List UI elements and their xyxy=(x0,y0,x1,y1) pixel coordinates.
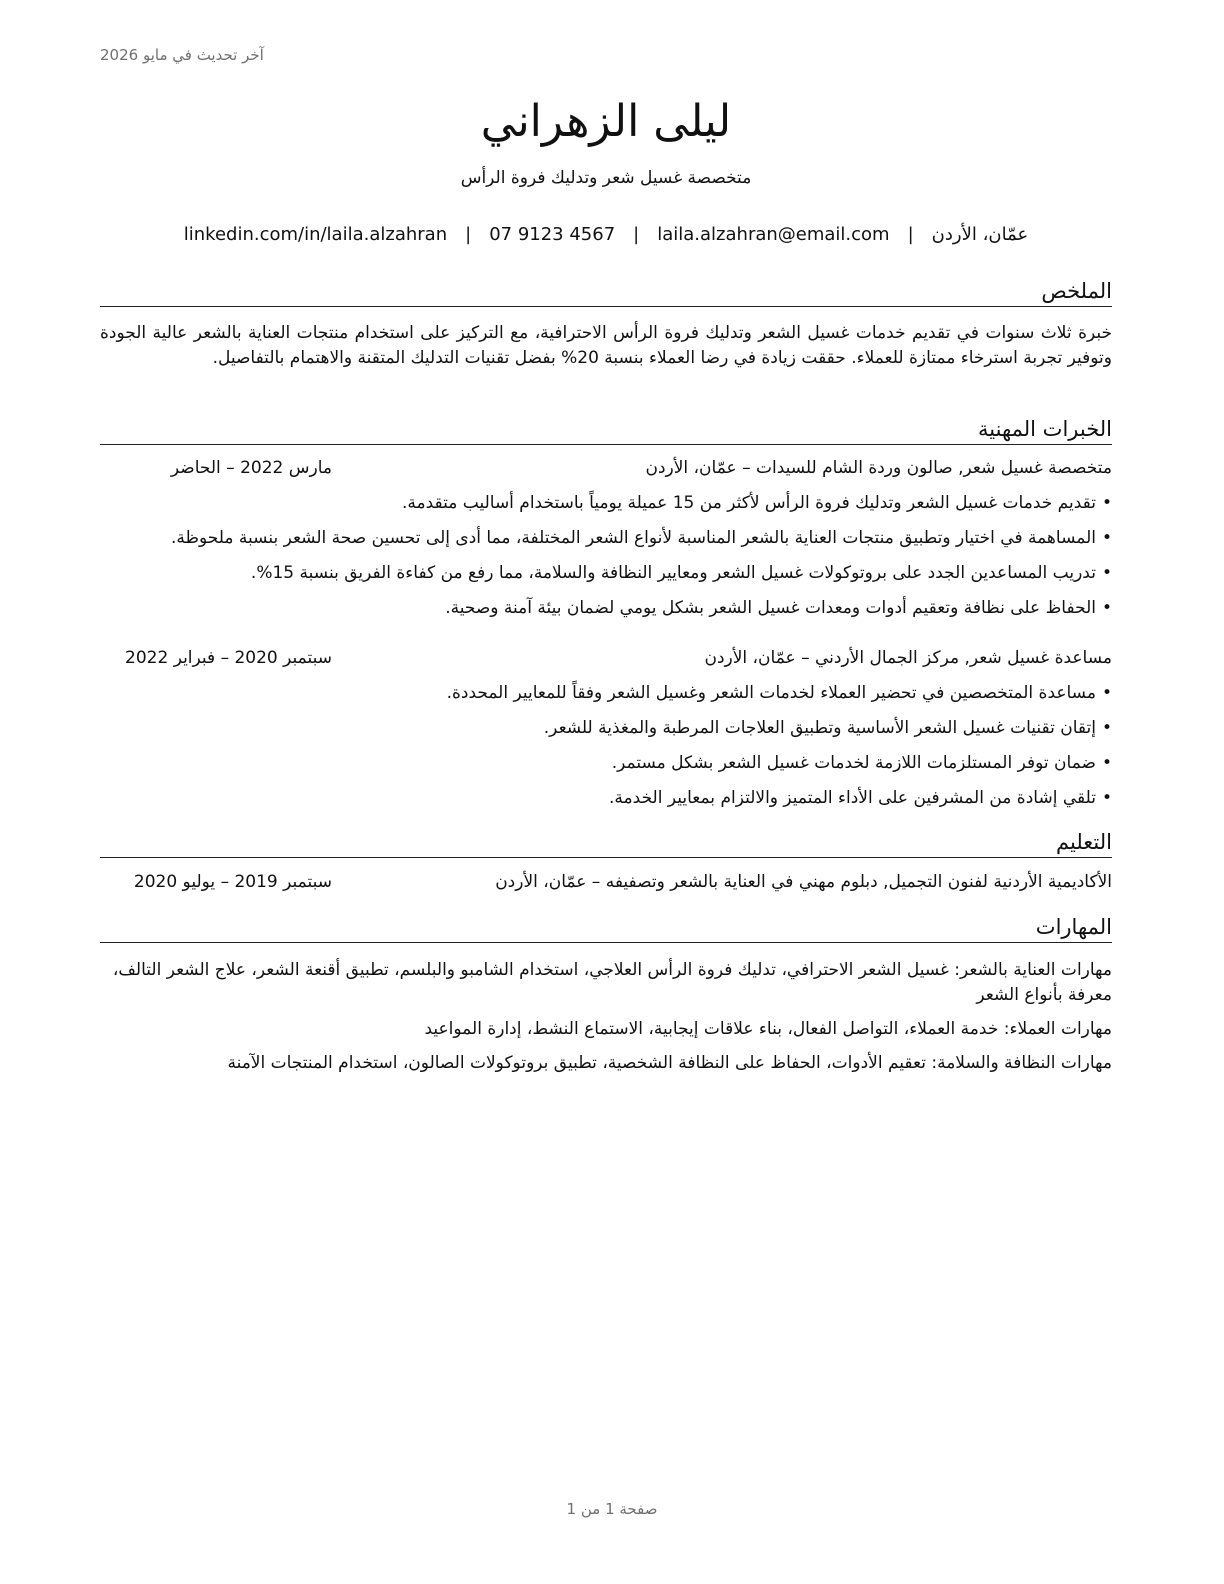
section-title-experience: الخبرات المهنية xyxy=(100,414,1112,445)
contact-line xyxy=(100,222,1112,248)
bullet-icon: • xyxy=(1101,563,1112,583)
list-item: •ضمان توفر المستلزمات اللازمة لخدمات غسيل الشعر بشكل مستمر. xyxy=(611,753,1112,773)
section-title-summary: الملخص xyxy=(100,276,1112,307)
education-entry xyxy=(100,870,1112,900)
list-item: •تلقي إشادة من المشرفين على الأداء المتميز والالتزام بمعايير الخدمة. xyxy=(609,788,1112,808)
summary-paragraph: خبرة ثلاث سنوات في تقديم خدمات غسيل الشعر وتدليك فروة الرأس الاحترافية، مع التركيز على استخدام منتجات العناية بالشعر عالية الجودة وتوفير تجربة استرخاء ممتازة للعملاء. حققت زيادة في رضا العملاء بنسبة 20% بفضل تقنيات التدليك المتقنة والاهتمام بالتفاصيل. xyxy=(100,323,1112,368)
job-bullets xyxy=(100,486,1112,626)
candidate-name: ليلى الزهراني xyxy=(480,96,732,147)
bullet-icon: • xyxy=(1101,753,1112,773)
list-item: •مساعدة المتخصصين في تحضير العملاء لخدمات الشعر وغسيل الشعر وفقاً للمعايير المحددة. xyxy=(446,683,1112,703)
contact-linkedin[interactable]: linkedin.com/in/laila.alzahran xyxy=(183,224,448,245)
contact-phone[interactable]: 07 9123 4567 xyxy=(489,224,616,245)
list-item: •تقديم خدمات غسيل الشعر وتدليك فروة الرأس لأكثر من 15 عميلة يومياً باستخدام أساليب متقدمة. xyxy=(401,493,1112,513)
contact-email[interactable]: laila.alzahran@email.com xyxy=(657,224,890,245)
list-item: •المساهمة في اختيار وتطبيق منتجات العناية بالشعر المناسبة لأنواع الشعر المختلفة، مما أدى إلى تحسين صحة الشعر بنسبة ملحوظة. xyxy=(170,528,1112,548)
education-title: الأكاديمية الأردنية لفنون التجميل, دبلوم مهني في العناية بالشعر وتصفيفه – عمّان، الأردن xyxy=(495,872,1112,892)
job-header xyxy=(100,456,1112,486)
section-title-education: التعليم xyxy=(100,827,1112,858)
last-updated-note: آخر تحديث في مايو 2026 xyxy=(100,46,264,64)
job-title: مساعدة غسيل شعر, مركز الجمال الأردني – عمّان، الأردن xyxy=(704,648,1112,668)
skill-line: مهارات العناية بالشعر: غسيل الشعر الاحترافي، تدليك فروة الرأس العلاجي، استخدام الشامبو والبلسم، تطبيق أقنعة الشعر، علاج الشعر التالف، معرفة بأنواع الشعر xyxy=(112,960,1112,1005)
contact-separator: | xyxy=(907,224,914,245)
skill-line: مهارات العملاء: خدمة العملاء، التواصل الفعال، بناء علاقات إيجابية، الاستماع النشط، إدارة المواعيد xyxy=(424,1019,1112,1039)
contact-location: عمّان، الأردن xyxy=(931,224,1029,245)
education-date: سبتمبر 2019 – يوليو 2020 xyxy=(133,872,332,892)
bullet-icon: • xyxy=(1101,683,1112,703)
experience-entry xyxy=(100,456,1112,626)
bullet-icon: • xyxy=(1101,493,1112,513)
skills-list xyxy=(100,958,1112,1085)
contact-separator: | xyxy=(465,224,472,245)
resume-header xyxy=(100,92,1112,190)
bullet-icon: • xyxy=(1101,788,1112,808)
list-item: •إتقان تقنيات غسيل الشعر الأساسية وتطبيق العلاجات المرطبة والمغذية للشعر. xyxy=(543,718,1112,738)
education-header xyxy=(100,870,1112,900)
bullet-icon: • xyxy=(1101,528,1112,548)
bullet-icon: • xyxy=(1101,718,1112,738)
job-subtitle: متخصصة غسيل شعر وتدليك فروة الرأس xyxy=(460,168,752,188)
section-title-skills: المهارات xyxy=(100,912,1112,943)
list-item: •الحفاظ على نظافة وتعقيم أدوات ومعدات غسيل الشعر بشكل يومي لضمان بيئة آمنة وصحية. xyxy=(445,598,1112,618)
skill-line: مهارات النظافة والسلامة: تعقيم الأدوات، الحفاظ على النظافة الشخصية، تطبيق بروتوكولات الصالون، استخدام المنتجات الآمنة xyxy=(227,1053,1112,1073)
contact-separator: | xyxy=(633,224,640,245)
experience-entry xyxy=(100,646,1112,816)
page-number: صفحة 1 من 1 xyxy=(566,1500,658,1518)
job-date: مارس 2022 – الحاضر xyxy=(170,458,332,478)
job-header xyxy=(100,646,1112,676)
bullet-icon: • xyxy=(1101,598,1112,618)
job-date: سبتمبر 2020 – فبراير 2022 xyxy=(125,648,332,668)
job-title: متخصصة غسيل شعر, صالون وردة الشام للسيدات – عمّان، الأردن xyxy=(645,458,1112,478)
list-item: •تدريب المساعدين الجدد على بروتوكولات غسيل الشعر ومعايير النظافة والسلامة، مما رفع من كفاءة الفريق بنسبة 15%. xyxy=(250,563,1112,583)
job-bullets xyxy=(100,676,1112,816)
